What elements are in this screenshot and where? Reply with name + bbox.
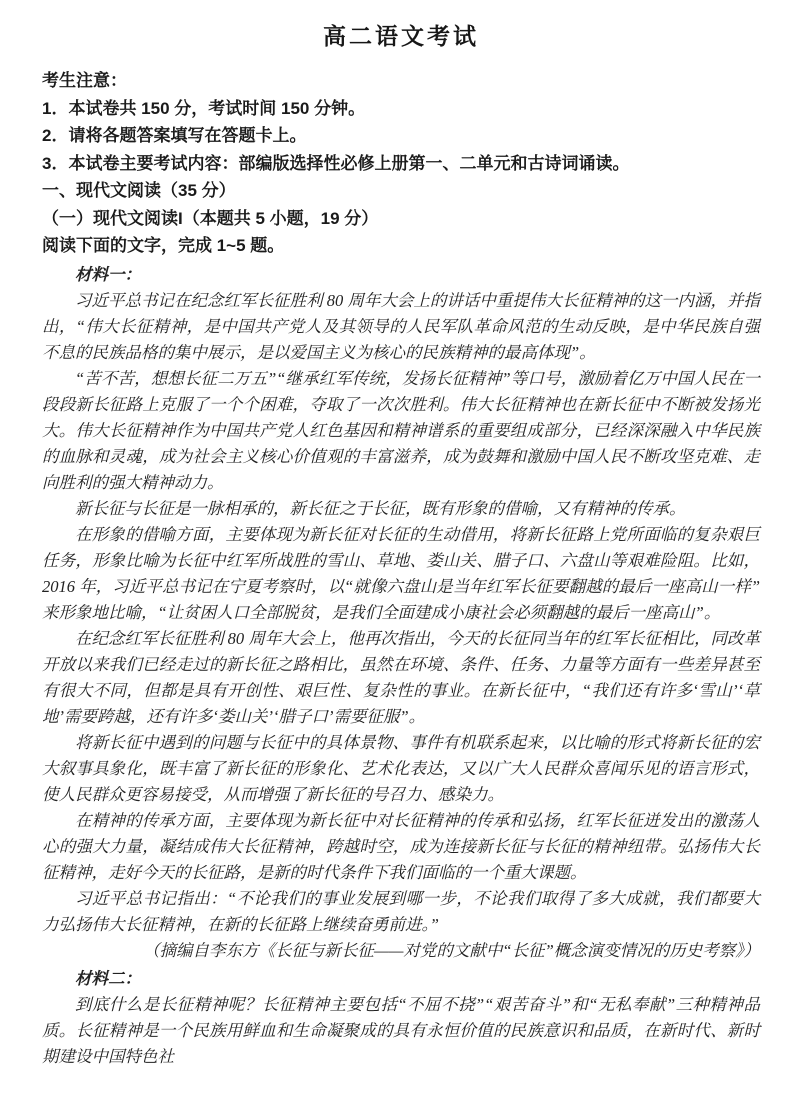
material-one-paragraph-3: 新长征与长征是一脉相承的，新长征之于长征，既有形象的借喻，又有精神的传承。 xyxy=(75,498,686,518)
notice-heading: 考生注意： xyxy=(42,71,127,90)
page-title: 高二语文考试 xyxy=(323,23,479,49)
material-one-attribution: （摘编自李东方《长征与新长征——对党的文献中“长征”概念演变情况的历史考察》） xyxy=(143,940,760,960)
material-two-label: 材料二： xyxy=(75,968,141,988)
material-one-paragraph-6: 将新长征中遇到的问题与长征中的具体景物、事件有机联系起来，以比喻的形式将新长征的宏大叙事具象化，既丰富了新长征的形象化、艺术化表达，又以广大人民群众喜闻乐见的语言形式，使人民群众更容易接受，从而增强了新长征的号召力、感染力。 xyxy=(42,732,760,804)
material-one-paragraph-8: 习近平总书记指出：“不论我们的事业发展到哪一步，不论我们取得了多大成就，我们都要大力弘扬伟大长征精神，在新的长征路上继续奋勇前进。” xyxy=(42,888,760,934)
section-heading-modern-reading: 一、现代文阅读（35 分） xyxy=(42,181,236,200)
notice-item-2: 2．请将各题答案填写在答题卡上。 xyxy=(42,126,307,145)
reading-instruction: 阅读下面的文字，完成 1~5 题。 xyxy=(42,236,285,255)
material-two-paragraph-1: 到底什么是长征精神呢？长征精神主要包括“不屈不挠”“艰苦奋斗”和“无私奉献”三种精神品质。长征精神是一个民族用鲜血和生命凝聚成的具有永恒价值的民族意识和品质，在新时代、新时期建设中国特色社 xyxy=(42,994,760,1066)
material-one-paragraph-1: 习近平总书记在纪念红军长征胜利 80 周年大会上的讲话中重提伟大长征精神的这一内涵，并指出，“伟大长征精神，是中国共产党人及其领导的人民军队革命风范的生动反映，是中华民族自强不息的民族品格的集中展示，是以爱国主义为核心的民族精神的最高体现”。 xyxy=(42,290,760,362)
material-one-section xyxy=(42,262,760,964)
material-two-section xyxy=(42,966,760,1070)
material-one-label: 材料一： xyxy=(75,264,141,284)
material-one-paragraph-4: 在形象的借喻方面，主要体现为新长征对长征的生动借用，将新长征路上党所面临的复杂艰巨任务，形象比喻为长征中红军所战胜的雪山、草地、娄山关、腊子口、六盘山等艰难险阻。比如，2016 年，习近平总书记在宁夏考察时，以“就像六盘山是当年红军长征要翻越的最后一座高山一样”来形象地比喻，“让贫困人口全部脱贫，是我们全面建成小康社会必须翻越的最后一座高山”。 xyxy=(42,524,760,622)
notice-item-1: 1．本试卷共 150 分，考试时间 150 分钟。 xyxy=(42,98,366,118)
material-one-paragraph-7: 在精神的传承方面，主要体现为新长征中对长征精神的传承和弘扬，红军长征迸发出的激荡人心的强大力量，凝结成伟大长征精神，跨越时空，成为连接新长征与长征的精神纽带。弘扬伟大长征精神，走好今天的长征路，是新的时代条件下我们面临的一个重大课题。 xyxy=(42,810,760,882)
notice-section xyxy=(42,67,760,177)
notice-item-3: 3．本试卷主要考试内容：部编版选择性必修上册第一、二单元和古诗词诵读。 xyxy=(42,153,630,173)
material-one-paragraph-5: 在纪念红军长征胜利 80 周年大会上，他再次指出，今天的长征同当年的红军长征相比，同改革开放以来我们已经走过的新长征之路相比，虽然在环境、条件、任务、力量等方面有一些差异甚至有很大不同，但都是具有开创性、艰巨性、复杂性的事业。在新长征中，“我们还有许多‘雪山’‘草地’需要跨越，还有许多‘娄山关’‘腊子口’需要征服”。 xyxy=(42,628,760,726)
subsection-heading-reading-one: （一）现代文阅读I（本题共 5 小题，19 分） xyxy=(42,208,379,228)
material-one-paragraph-2: “苦不苦，想想长征二万五”“继承红军传统，发扬长征精神”等口号，激励着亿万中国人民在一段段新长征路上克服了一个个困难，夺取了一次次胜利。伟大长征精神也在新长征中不断被发扬光大。伟大长征精神作为中国共产党人红色基因和精神谱系的重要组成部分，已经深深融入中华民族的血脉和灵魂，成为社会主义核心价值观的丰富滋养，成为鼓舞和激励中国人民不断攻坚克难、走向胜利的强大精神动力。 xyxy=(42,368,760,492)
